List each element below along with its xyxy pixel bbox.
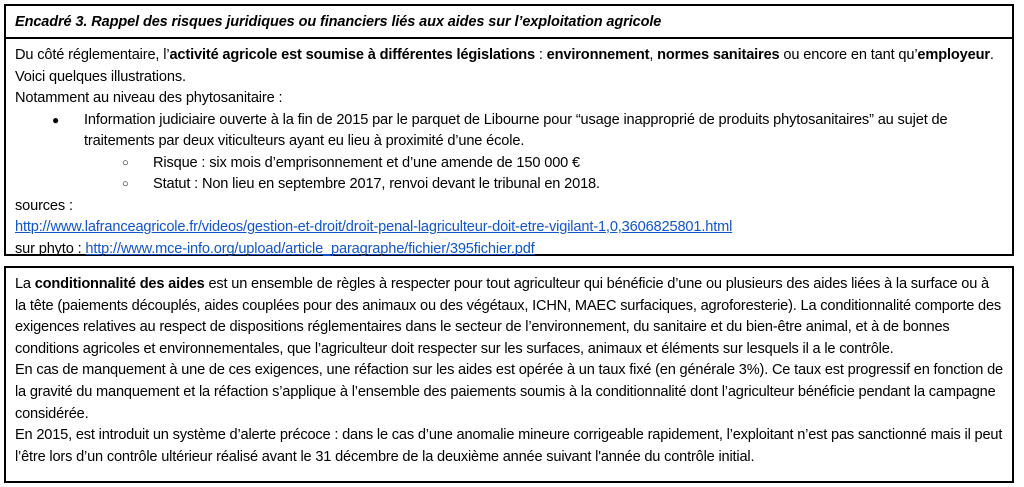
list-item-information-judiciaire xyxy=(15,110,1003,196)
intro-text-part1: Du côté réglementaire, l’ xyxy=(15,47,170,63)
para1-text-part2: est un ensemble de règles à respecter pour tout agriculteur qui bénéficie d’une ou plusieurs des aides liées à la surface ou à la tête (paiements découplés, aides couplées pour des animaux ou des végétaux, ICHN, MAEC surfaciques, agroforesterie). La conditionnalité comporte des exigences relatives au respect de dispositions réglementaires dans le secteur de l’environnement, du sanitaire et du bien-être animal, et à de bonnes conditions agricoles et environnementales, que l’agriculteur doit respecter sur les surfaces, animaux et éléments sur lesquels il a le contrôle. xyxy=(15,276,1002,357)
sources-label: sources : xyxy=(15,197,73,214)
para1-bold-conditionnalite: conditionnalité des aides xyxy=(34,276,205,292)
intro-text-part5: . Voici quelques illustrations. xyxy=(15,47,994,85)
source-link-2-row xyxy=(15,239,1003,261)
intro-line-phytosanitaire: Notamment au niveau des phytosanitaire : xyxy=(15,90,283,106)
conditionnalite-paragraph-1 xyxy=(15,274,1003,360)
bullet-list-level-1 xyxy=(15,110,1003,196)
bullet-list-level-2 xyxy=(84,153,1003,196)
encadre-3-body xyxy=(6,39,1012,264)
encadre-3-box xyxy=(4,4,1014,256)
source-link-lafranceagricole[interactable]: http://www.lafranceagricole.fr/videos/gestion-et-droit/droit-penal-lagriculteur-doit-etre-vigilant-1,0,3606825801.html xyxy=(15,219,733,235)
sur-phyto-label: sur phyto : xyxy=(15,240,86,257)
list-item-level2-label-statut: Statut : Non lieu en septembre 2017, renvoi devant le tribunal en 2018. xyxy=(153,176,600,192)
encadre-3-title: Encadré 3. Rappel des risques juridiques ou financiers liés aux aides sur l’exploitation agricole xyxy=(15,13,662,30)
intro-bold-legislations: activité agricole est soumise à différentes législations xyxy=(169,47,535,63)
conditionnalite-paragraph-2: En cas de manquement à une de ces exigences, une réfaction sur les aides est opérée à un taux fixé (en générale 3%). Ce taux est progressif en fonction de la gravité du manquement et la réfaction s’applique à l’ensemble des paiements soumis à la conditionnalité dont l’agriculteur bénéficie pendant la campagne considérée. xyxy=(15,362,1003,422)
conditionnalite-body xyxy=(6,268,1012,472)
list-item-statut xyxy=(84,174,1003,196)
circle-bullet-icon: ○ xyxy=(122,178,129,190)
list-item-level2-label-risque: Risque : six mois d’emprisonnement et d’une amende de 150 000 € xyxy=(153,154,581,171)
list-item-risque xyxy=(84,153,1003,175)
encadre-3-header-row xyxy=(6,6,1012,39)
intro-text-part4: ou encore en tant qu’ xyxy=(779,47,918,63)
list-item-level1-label: Information judiciaire ouverte à la fin de 2015 par le parquet de Libourne pour “usage inapproprié de produits phytosanitaires” au sujet de traitements par deux viticulteurs ayant eu lieu à proximité d’une école. xyxy=(84,111,948,149)
source-link-mce-info[interactable]: http://www.mce-info.org/upload/article_paragraphe/fichier/395fichier.pdf xyxy=(85,240,535,257)
intro-bold-normes-sanitaires: normes sanitaires xyxy=(657,47,780,63)
para1-text-part1: La xyxy=(15,276,35,292)
conditionnalite-paragraph-3: En 2015, est introduit un système d’alerte précoce : dans le cas d’une anomalie mineure corrigeable rapidement, l’exploitant n’est pas sanctionné mais il peut l’être lors d’un contrôle ultérieur réalisé avant le 31 décembre de la deuxième année suivant l'année du contrôle initial. xyxy=(15,427,1003,465)
intro-text-part3: , xyxy=(649,47,658,63)
intro-bold-environnement: environnement xyxy=(546,47,650,63)
circle-bullet-icon: ○ xyxy=(122,156,129,169)
intro-text-part2: : xyxy=(534,47,547,63)
source-link-1-row xyxy=(15,217,1003,239)
disc-bullet-icon: ● xyxy=(52,112,60,127)
intro-paragraph xyxy=(15,45,1003,88)
intro-bold-employeur: employeur xyxy=(917,47,990,63)
conditionnalite-box xyxy=(4,266,1014,483)
